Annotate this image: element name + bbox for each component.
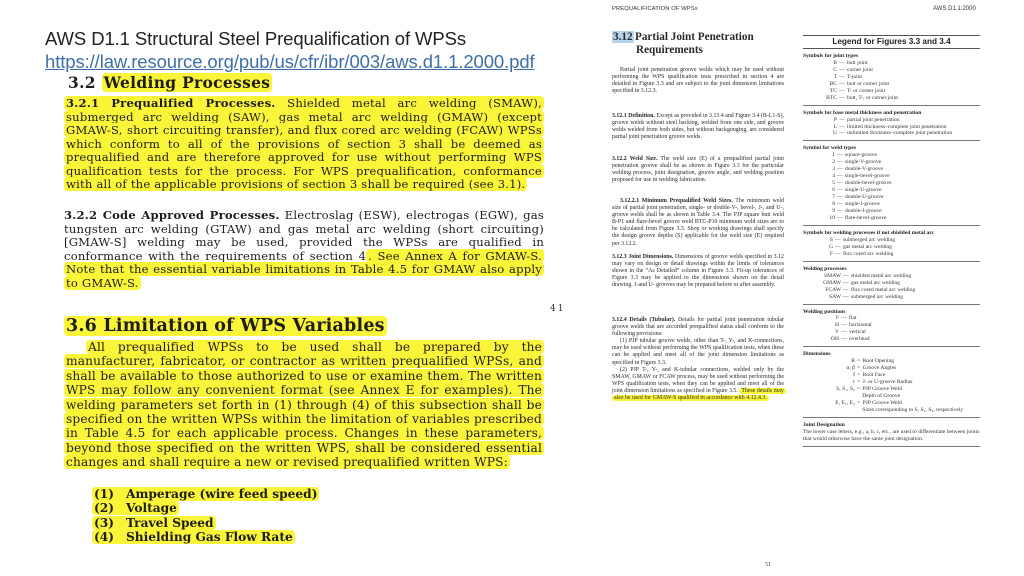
legend-row: H — horizontal [834,322,872,329]
list-item: (3) Travel Speed [94,515,214,530]
legend-group-heading: Welding processes [803,265,847,272]
legend-row: Sizes corresponding to S, S₁, S₂, respectively [862,406,964,413]
legend-row: FCAW — flux cored metal arc welding [825,286,916,293]
paragraph-text: All prequalified WPSs to be used shall be prepared by the manufacturer, fabricator, or contractor as written prequalified WPSs, and shall be available to those authorized to use or examine them. The written WPS may follow any convenient format (see Annex E for examples). The welding parameters set forth in (1) through (4) of this subsection shall be specified on the written WPSs within the limitation of variables prescribed in Table 4.5 for each applicable process. Changes in these parameters, beyond those specified on the written WPS, shall be considered essential changes and shall require a new or revised prequalified written WPS: [66,340,542,470]
paragraph-3-12-3: 3.12.3 Joint Dimensions. Dimensions of groove welds specified in 3.12 may vary on design or detail drawings within the limits of tolerances shown in the “As Detailed” column in Figure 3.3. Fit-up tolerances of Figure 3.3 may be applied to the dimensions shown on the detail drawing. J-and U- grooves may be prepared before or after assembly. [612,254,784,289]
legend-group [803,266,980,305]
section-title: 3.6 Limitation of WPS Variables [66,316,385,336]
legend-group [803,145,980,225]
paragraph-text: Shielded metal arc welding (SMAW), submerged arc welding (SAW), gas metal arc welding (GMAW) (except GMAW-S, short circuiting transfer), and flux cored arc welding (FCAW) WPSs which conform to all of the provisions of section 3 shall be deemed as prequalified and are therefore approved for use without performing WPS qualification tests for the process. For WPS prequalification, conformance with all of the applicable provisions of section 3 shall be required (see 3.1). [66,96,542,191]
legend-group [803,53,980,106]
paragraph-3-2-1 [64,97,544,192]
legend-row: 7 — double-U-groove [832,194,884,201]
legend-row: SAW — submerged arc welding [829,293,904,300]
legend-row: T — T-joint [833,73,863,80]
slide-title: AWS D1.1 Structural Steel Prequalification of WPSs [45,28,467,49]
section-title: Welding Processes [103,73,271,92]
legend-group [803,110,980,142]
highlighted-text: These details may also be used for GMAW-S qualified in accordance with 4.12.4.3. [614,387,784,402]
highlighted-text: . See Annex A for GMAW-S. Note that the essential variable limitations in Table 4.5 for GMAW also apply to GMAW-S. [66,248,542,290]
paragraph-3-2-2 [64,209,544,290]
legend-row: 5 — double-bevel-groove [832,180,892,187]
legend-row: L — limited thickness–complete joint penetration [833,123,947,130]
paragraph-3-12-1: 3.12.1 Definition. Except as provided in 3.13.4 and Figure 3.4 (B-L1-S), groove welds without steel backing, welded from one side, and groove welds welded from both sides, but without backgouging, are considered partial joint penetration groove welds. [612,113,784,141]
list-item: (1) Amperage (wire feed speed) [94,487,318,501]
legend-row: f = Root Face [853,372,886,379]
legend-group-heading: Symbol for weld types [803,145,856,152]
legend-row: r = J- or U-groove Radius [853,379,913,386]
legend-group-heading: Symbols for joint types [803,52,859,59]
section-3-6-heading [64,316,544,336]
legend-group-dimensions: Dimensions R = Root Opening α, β = Groove Angles f = Root Face r = J- or U-groove Radius S, S₁, S₂ = PJP Groove Weld Depth of Groove E, E₁, E₂ = PJP Groove Weld Sizes corresponding to S, S₁, S₂, respectively [803,351,980,418]
legend-row: 9 — double-J-groove [832,208,882,215]
legend-title: Legend for Figures 3.3 and 3.4 [803,35,980,49]
legend-row: 1 — square-groove [832,152,877,159]
legend-row: F — flux cored arc welding [829,250,894,257]
legend-group-heading: Symbols for welding processes if not shielded metal arc [803,229,935,236]
legend-row: 8 — single-J-groove [832,201,880,208]
legend-group [803,230,980,262]
legend-row: G — gas metal arc welding [828,243,892,250]
legend-row: 3 — double-V-groove [832,166,884,173]
paragraph-3-12-intro: Partial joint penetration groove welds which may be used without performing the WPS qualification tests prescribed in section 4 are detailed in Figure 3.3 and are subject to the joint dimension limitations specified in 3.12.3. [612,67,784,95]
legend-row: OH — overhead [830,336,870,343]
paragraph-3-12-4: 3.12.4 Details (Tubular). Details for partial joint penetration tubular groove welds that are accorded prequalified status shall conform to the following provisions: (1) PJP tubular groove welds, other than T-, Y-, and K-connections, may be used without performing the WPS qualification tests, when these can be applied and meet all of the joint dimension limitations as specified in Figure 3.3. (2) PJP T-, Y-, and K-tubular connections, welded only by the SMAW, GMAW or FCAW process, may be used without performing the WPS qualification tests, when they can be applied and meet all of the joint dimension limitations as specified in Figure 3.5. These details may also be used for GMAW-S qualified in accordance with 4.12.4.3. [612,317,784,402]
legend-group-heading: Welding positions [803,308,846,315]
legend-group [803,309,980,348]
page-number: 41 [550,304,566,314]
paragraph-3-12-2-1: 3.12.2.1 Minimum Prequalified Weld Sizes. The minimum weld size of partial joint penetration, single- or double-V-, bevel-, J-, and U-, groove welds shall be as shown in Table 3.4. The PJP square butt weld B-P1 and flare-bevel groove weld BTC-P10 minimum weld sizes are to be calculated from Figure 3.3. Shop or working drawings shall specify the design groove depths (S) applicable for the weld size (E) required per 3.12.2. [612,198,784,247]
section-number: 3.2 [68,73,96,92]
legend-group-heading: Symbols for base metal thickness and penetration [803,109,922,116]
section-number: 3.12 [613,31,633,43]
legend-row: BC — butt or corner joint [829,80,890,87]
legend-row: BTC — butt, T-, or corner joint [826,94,898,101]
variables-list [92,487,572,544]
legend-row: 2 — single-V-groove [832,159,882,166]
paragraph-heading: 3.2.1 Prequalified Processes. [66,96,276,110]
legend-row: 6 — single-U-groove [832,187,882,194]
legend-row: 4 — single-bevel-groove [832,173,890,180]
legend-row: R = Root Opening [851,358,895,365]
source-link[interactable]: https://law.resource.org/pub/us/cfr/ibr/003/aws.d1.1.2000.pdf [45,51,535,72]
legend-row: C — corner joint [833,66,873,73]
legend-group-joint-designation: Joint Designation The lower case letters, e.g., a, b, c, etc., are used to differentiate between joints that would otherwise have the same joint designation. [803,422,980,447]
list-item: (2) Voltage [94,501,177,516]
legend-row: B — butt joint [833,59,868,66]
legend-row: P — partial joint penetration [833,116,900,123]
legend-row: F — flat [835,315,857,322]
legend-box [803,35,980,451]
page-number: 51 [765,562,771,568]
legend-row: α, β = Groove Angles [846,365,897,372]
paragraph-3-6 [64,340,544,470]
legend-row: GMAW — gas metal arc welding [823,279,900,286]
running-header-left: PREQUALIFICATION OF WPSs [612,6,698,12]
paragraph-heading: 3.2.2 Code Approved Processes. [64,208,280,222]
legend-row: S — submerged arc welding [829,236,896,243]
legend-row: E, E₁, E₂ = PJP Groove Weld [835,399,902,406]
legend-row: S, S₁, S₂ = PJP Groove Weld [836,386,902,393]
section-3-12-heading: 3.12 Partial Joint Penetration Requirements [613,31,754,56]
running-header-right: AWS D1.1:2000 [933,6,976,12]
legend-row: TC — T- or corner joint [829,87,886,94]
paragraph-text: Electroslag (ESW), electrogas (EGW), gas tungsten arc welding (GTAW) and gas metal arc welding (short circuiting) [GMAW-S] welding may be used, provided the WPSs are qualified in conformance with the requirements of section 4 [64,208,544,263]
legend-row: V — vertical [834,329,866,336]
legend-row: SMAW — shielded metal arc welding [824,272,912,279]
list-item: (4) Shielding Gas Flow Rate [94,529,293,544]
legend-row: U — unlimited thickness–complete joint penetration [832,130,953,137]
legend-row: Depth of Groove [862,392,901,399]
paragraph-3-12-2: 3.12.2 Weld Size. The weld size (E) of a prequalified partial joint penetration groove shall be as shown in Figure 3.3 for the particular welding process, joint designation, groove angle, and welding position proposed for use in welding fabrication. [612,156,784,184]
legend-row: 10 — flare-bevel-groove [829,214,887,221]
section-3-2-heading [68,73,548,92]
legend-groups [803,53,980,347]
